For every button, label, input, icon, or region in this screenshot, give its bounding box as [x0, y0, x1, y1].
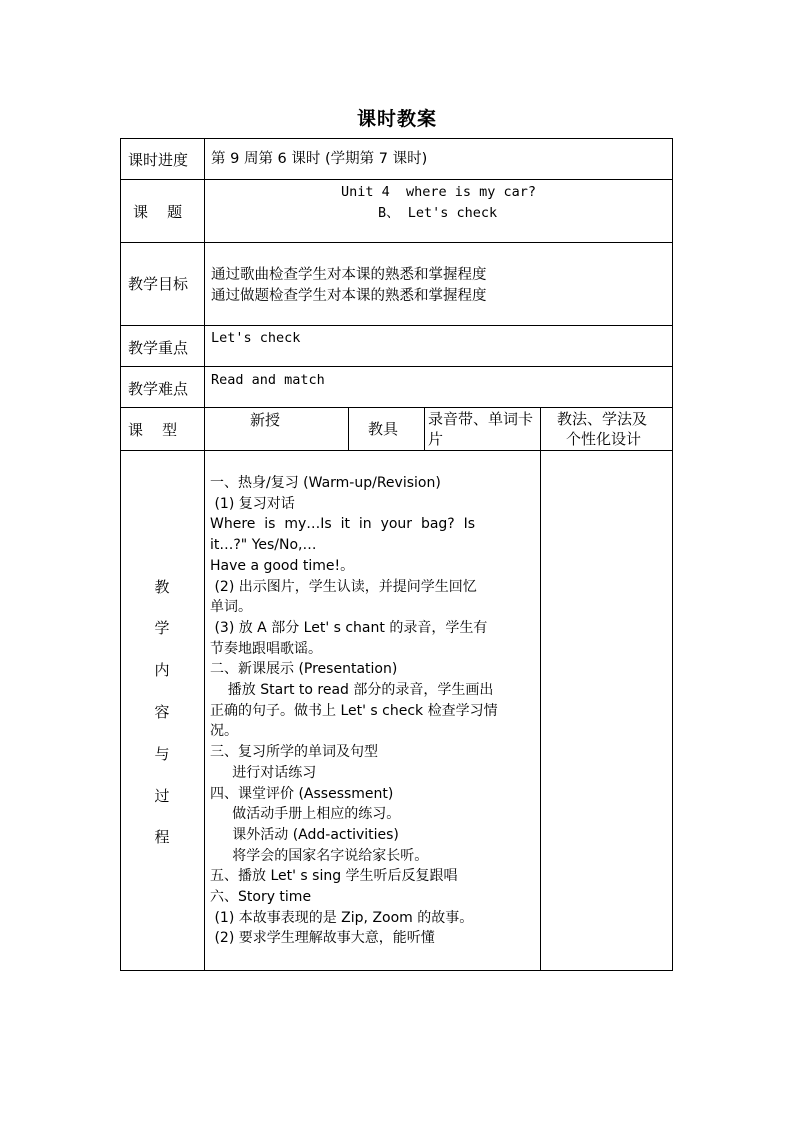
process-line: 进行对话练习 [210, 764, 317, 781]
tools-value-line-1: 录音带、单词卡 [428, 410, 534, 428]
process-label-char: 学 [154, 619, 170, 637]
label-goal: 教学目标 [128, 275, 189, 293]
process-line: 一、热身/复习 (Warm-up/Revision) [210, 475, 441, 491]
table-border-top [120, 138, 673, 139]
process-label-char: 过 [154, 787, 170, 805]
topic-line-1: Unit 4 where is my car? [341, 184, 537, 200]
process-line: (1) 复习对话 [210, 495, 295, 512]
tools-value-line-2: 片 [428, 430, 444, 448]
label-progress: 课时进度 [128, 151, 189, 169]
tools-label: 教具 [368, 420, 399, 438]
process-line: 正确的句子。做书上 Let' s check 检查学习情 [210, 702, 498, 719]
document-title: 课时教案 [356, 108, 437, 130]
label-topic: 课 题 [133, 203, 183, 221]
process-line: 播放 Start to read 部分的录音，学生画出 [210, 682, 494, 699]
process-line: 六、Story time [210, 889, 312, 906]
table-rule [424, 407, 425, 451]
table-rule [120, 242, 673, 243]
process-label-char: 教 [154, 578, 170, 596]
process-line: (3) 放 A 部分 Let' s chant 的录音，学生有 [210, 619, 488, 636]
table-rule [540, 407, 541, 971]
process-line: 四、课堂评价 (Assessment) [210, 785, 394, 802]
process-line: (2) 要求学生理解故事大意，能听懂 [210, 930, 435, 947]
table-rule [120, 450, 673, 451]
process-line: it…?" Yes/No,… [210, 537, 317, 554]
process-line: 况。 [210, 723, 238, 740]
lesson-type-value: 新授 [250, 411, 281, 429]
table-rule [120, 179, 673, 180]
process-line: 将学会的国家名字说给家长听。 [210, 847, 429, 864]
goal-line-2: 通过做题检查学生对本课的熟悉和掌握程度 [211, 288, 487, 304]
label-key-point: 教学重点 [128, 339, 189, 357]
table-rule [348, 407, 349, 451]
process-line: 三、复习所学的单词及句型 [210, 744, 378, 761]
process-label-char: 内 [154, 661, 170, 679]
table-rule [120, 366, 673, 367]
table-rule [204, 138, 205, 971]
process-line: (2) 出示图片，学生认读，并提问学生回忆 [210, 578, 477, 595]
process-line: 课外活动 (Add-activities) [210, 826, 399, 843]
progress-value: 第 9 周第 6 课时 (学期第 7 课时) [211, 151, 428, 167]
process-line: 节奏地跟唱歌谣。 [210, 640, 322, 657]
label-lesson-type: 课 型 [128, 421, 178, 439]
process-line: 做活动手册上相应的练习。 [210, 806, 401, 823]
process-line: Have a good time!。 [210, 557, 355, 574]
topic-line-2: B、 Let's check [378, 205, 498, 221]
method-header-line-2: 个性化设计 [566, 430, 642, 448]
difficulty-value: Read and match [211, 372, 325, 388]
process-line: (1) 本故事表现的是 Zip, Zoom 的故事。 [210, 909, 474, 926]
goal-line-1: 通过歌曲检查学生对本课的熟悉和掌握程度 [211, 267, 487, 283]
process-content [210, 473, 536, 949]
process-line: Where is my…Is it in your bag? Is [210, 516, 476, 533]
process-label-char: 与 [154, 745, 170, 763]
process-line: 单词。 [210, 599, 252, 616]
process-line: 五、播放 Let' s sing 学生听后反复跟唱 [210, 868, 458, 885]
method-header-line-1: 教法、学法及 [557, 410, 648, 428]
process-label-char: 容 [154, 703, 170, 721]
key-point-value: Let's check [211, 330, 301, 346]
table-rule [120, 325, 673, 326]
process-line: 二、新课展示 (Presentation) [210, 661, 398, 678]
process-label-char: 程 [154, 828, 170, 846]
label-difficulty: 教学难点 [128, 380, 189, 398]
table-border-bottom [120, 970, 673, 971]
table-border-right [672, 138, 673, 971]
table-rule [120, 407, 673, 408]
